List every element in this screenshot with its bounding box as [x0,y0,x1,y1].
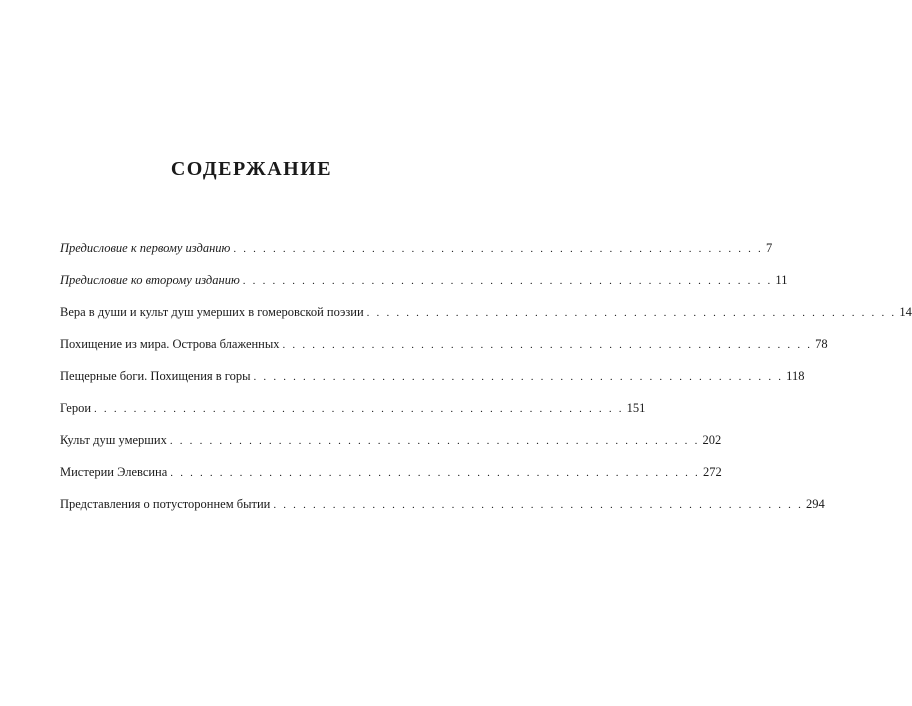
toc-entry-label: Вера в души и культ душ умерших в гомеровской поэзии [60,305,364,319]
toc-entry-page: 7 [766,241,773,255]
toc-entry-label: Предисловие к первому изданию [60,241,231,255]
toc-entry [60,366,805,386]
toc-entry-page: 11 [775,273,788,287]
toc-entry [60,238,773,258]
toc-leader-dots: . . . . . . . . . . . . . . . . . . . . . . . . . . . . . . . . . . . . . . . . . . . . . . . . . . . . . . [169,435,700,447]
toc-entry [60,334,828,354]
toc-entry-label: Похищение из мира. Острова блаженных [60,337,280,351]
toc-leader-dots: . . . . . . . . . . . . . . . . . . . . . . . . . . . . . . . . . . . . . . . . . . . . . . . . . . . . . . [282,339,813,351]
toc-entry-label: Мистерии Элевсина [60,465,168,479]
toc-leader-dots: . . . . . . . . . . . . . . . . . . . . . . . . . . . . . . . . . . . . . . . . . . . . . . . . . . . . . . [366,307,897,319]
toc-entry-label: Герои [60,401,92,415]
toc-leader-dots: . . . . . . . . . . . . . . . . . . . . . . . . . . . . . . . . . . . . . . . . . . . . . . . . . . . . . . [233,243,763,255]
page-title: СОДЕРЖАНИЕ [170,158,333,180]
toc-entry-label: Представления о потустороннем бытии [60,497,271,511]
toc-entry-page: 78 [815,337,828,351]
toc-entry [60,494,825,514]
toc-entry-label: Пещерные боги. Похищения в горы [60,369,251,383]
toc-entry [60,398,646,418]
toc-entry [60,270,788,290]
toc-entry-label: Культ душ умерших [60,433,167,447]
toc-entry [60,462,722,482]
toc-leader-dots: . . . . . . . . . . . . . . . . . . . . . . . . . . . . . . . . . . . . . . . . . . . . . . . . . . . . . . [242,275,773,287]
toc-leader-dots: . . . . . . . . . . . . . . . . . . . . . . . . . . . . . . . . . . . . . . . . . . . . . . . . . . . . . . [94,403,624,415]
toc-leader-dots: . . . . . . . . . . . . . . . . . . . . . . . . . . . . . . . . . . . . . . . . . . . . . . . . . . . . . . [253,371,784,383]
toc-entry-page: 202 [702,433,722,447]
toc-entry-page: 118 [786,369,805,383]
toc-entry-page: 294 [806,497,825,511]
toc-entry-page: 151 [626,401,646,415]
toc-entry [60,430,722,450]
toc-entry-label: Предисловие ко второму изданию [60,273,240,287]
toc-entry-page: 272 [702,465,722,479]
toc-entry-page: 14 [899,305,912,319]
toc-entry [60,302,912,322]
toc-leader-dots: . . . . . . . . . . . . . . . . . . . . . . . . . . . . . . . . . . . . . . . . . . . . . . . . . . . . . . [170,467,700,479]
toc-leader-dots: . . . . . . . . . . . . . . . . . . . . . . . . . . . . . . . . . . . . . . . . . . . . . . . . . . . . . . [273,499,804,511]
